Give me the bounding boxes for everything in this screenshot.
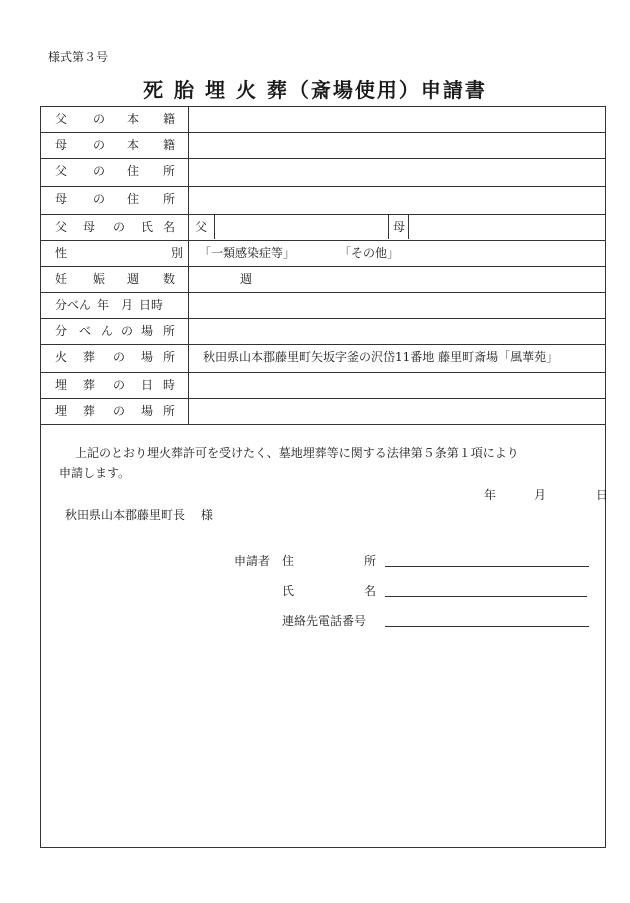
table-row <box>41 319 605 345</box>
row-label-part: 月 <box>121 298 134 312</box>
row-label <box>41 293 189 319</box>
row-label-part: 妊 <box>55 272 68 286</box>
address-label-1: 住 <box>282 554 295 568</box>
row-label-part: 時 <box>163 378 176 392</box>
row-label-part: 父 <box>55 164 68 178</box>
row-label-part: 別 <box>171 246 184 260</box>
father-mark: 父 <box>189 215 215 239</box>
table-row <box>41 215 605 241</box>
row-label <box>41 107 189 133</box>
sex-option-infectious[interactable]: 「一類感染症等」 <box>199 246 296 260</box>
statement-line-1: 上記のとおり埋火葬許可を受けたく、墓地埋葬等に関する法律第５条第１項により <box>75 446 519 460</box>
date-month: 月 <box>534 488 547 502</box>
row-label-part: 所 <box>163 192 176 206</box>
row-label-part: の <box>113 220 126 234</box>
row-label-part: 葬 <box>83 404 96 418</box>
row-label-part: の <box>93 112 106 126</box>
row-label-part: 場 <box>141 404 154 418</box>
page-title: 死 胎 埋 火 葬（斎場使用）申請書 <box>143 78 487 102</box>
row-label <box>41 133 189 159</box>
row-label-part: 籍 <box>163 138 176 152</box>
row-label-part: 籍 <box>163 112 176 126</box>
row-label-part: の <box>113 404 126 418</box>
row-label <box>41 373 189 399</box>
row-label-part: 葬 <box>83 378 96 392</box>
row-label-part: 本 <box>127 112 140 126</box>
row-label-part: 所 <box>163 404 176 418</box>
name-label-2: 名 <box>364 584 377 598</box>
row-label-part: の <box>121 324 134 338</box>
row-label-part: 分 <box>55 324 68 338</box>
row-label <box>41 319 189 345</box>
applicant-heading: 申請者 <box>234 554 271 568</box>
date-day: 日 <box>596 488 609 502</box>
row-label-part: の <box>113 350 126 364</box>
row-label-part: の <box>93 192 106 206</box>
name-field[interactable] <box>385 596 587 597</box>
row-label <box>41 399 189 425</box>
row-label-part: 埋 <box>55 378 68 392</box>
phone-label: 連絡先電話番号 <box>282 614 367 628</box>
mother-name-field[interactable] <box>409 215 605 239</box>
row-label-part: 週 <box>127 272 140 286</box>
row-label-part: 埋 <box>55 404 68 418</box>
row-label-part: 所 <box>163 164 176 178</box>
row-label <box>41 345 189 373</box>
father-name-field[interactable] <box>215 215 389 239</box>
row-label-part: 場 <box>141 350 154 364</box>
row-label-part: 分べん <box>55 298 92 312</box>
row-label-part: 性 <box>55 246 68 260</box>
row-label-part: 名 <box>163 220 176 234</box>
table-row <box>41 159 605 187</box>
table-row <box>41 293 605 319</box>
table-row <box>41 399 605 425</box>
row-label-part: の <box>113 378 126 392</box>
row-label-part: 年 <box>97 298 110 312</box>
table-row <box>41 187 605 215</box>
row-label-part: 母 <box>83 220 96 234</box>
row-label <box>41 267 189 293</box>
date-year: 年 <box>484 488 497 502</box>
statement-line-2: 申請します。 <box>59 466 131 480</box>
row-value[interactable]: 秋田県山本郡藤里町矢坂字釜の沢岱11番地 藤里町斎場「風華苑」 <box>203 350 559 364</box>
row-label-part: 父 <box>55 220 68 234</box>
row-label-part: ん <box>101 324 114 338</box>
row-label <box>41 159 189 187</box>
table-row <box>41 267 605 293</box>
row-label-part: 日時 <box>139 298 164 312</box>
row-label-part: べ <box>79 324 92 338</box>
row-label <box>41 241 189 267</box>
row-label-part: 所 <box>163 350 176 364</box>
row-label-part: 本 <box>127 138 140 152</box>
row-label-part: 日 <box>141 378 154 392</box>
row-value[interactable]: 週 <box>240 272 253 286</box>
name-label-1: 氏 <box>282 584 295 598</box>
row-label-part: 住 <box>127 192 140 206</box>
row-label-part: 娠 <box>93 272 106 286</box>
mother-mark: 母 <box>389 215 409 239</box>
row-label-part: 数 <box>163 272 176 286</box>
row-label-part: 住 <box>127 164 140 178</box>
row-label-part: 場 <box>141 324 154 338</box>
table-row <box>41 241 605 267</box>
sex-option-other[interactable]: 「その他」 <box>339 246 400 260</box>
table-row <box>41 133 605 159</box>
row-label-part: 氏 <box>141 220 154 234</box>
row-label-part: 父 <box>55 112 68 126</box>
row-label <box>41 187 189 215</box>
table-row <box>41 345 605 373</box>
row-label-part: 火 <box>55 350 68 364</box>
row-label-part: の <box>93 138 106 152</box>
row-label <box>41 215 189 241</box>
form-number: 様式第３号 <box>48 50 109 64</box>
application-form <box>40 106 609 848</box>
table-row <box>41 373 605 399</box>
row-label-part: 母 <box>55 138 68 152</box>
address-field[interactable] <box>385 566 589 567</box>
row-label-part: 所 <box>163 324 176 338</box>
address-label-2: 所 <box>364 554 377 568</box>
addressee: 秋田県山本郡藤里町長 様 <box>65 508 213 522</box>
row-label-part: の <box>93 164 106 178</box>
table-row <box>41 107 605 133</box>
phone-field[interactable] <box>385 626 589 627</box>
row-label-part: 母 <box>55 192 68 206</box>
row-label-part: 葬 <box>83 350 96 364</box>
